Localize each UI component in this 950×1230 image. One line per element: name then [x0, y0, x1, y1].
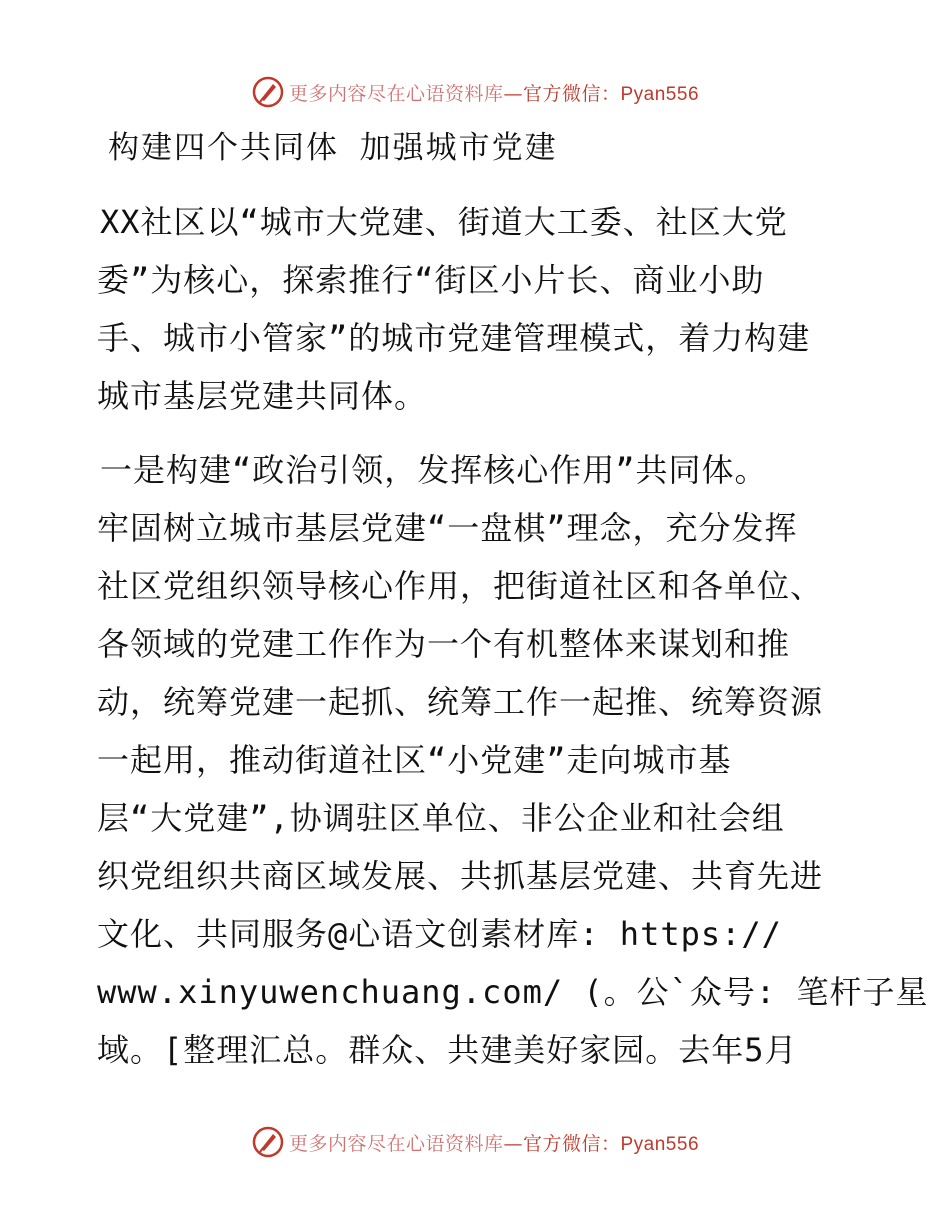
- watermark-wechat-label: 官方微信：: [522, 82, 621, 105]
- text-line: 牢固树立城市基层党建“一盘棋”理念，充分发挥: [97, 509, 798, 547]
- text-line: 域。[整理汇总。群众、共建美好家园。去年5月: [97, 1031, 798, 1069]
- text-line: 织党组织共商区域发展、共抓基层党建、共育先进: [97, 857, 824, 895]
- watermark-banner-bottom: [0, 1122, 950, 1162]
- text-line: www.xinyuwenchuang.com/ (。公`众号: 笔杆子星: [97, 973, 929, 1011]
- text-line: 各领域的党建工作作为一个有机整体来谋划和推: [97, 625, 791, 663]
- text-line: 手、城市小管家”的城市党建管理模式，着力构建: [97, 319, 811, 357]
- watermark-banner-top: [0, 72, 950, 112]
- text-line: 一是构建“政治引领，发挥核心作用”共同体。: [100, 451, 768, 489]
- text-line: 动，统筹党建一起抓、统筹工作一起推、统筹资源: [97, 683, 824, 721]
- watermark-text: [289, 1129, 699, 1156]
- text-line: 城市基层党建共同体。: [97, 377, 428, 415]
- text-line: 文化、共同服务@心语文创素材库: https://: [97, 915, 782, 953]
- text-line: 一起用，推动街道社区“小党建”走向城市基: [97, 741, 732, 779]
- watermark-wechat-id: Pyan556: [620, 83, 700, 105]
- text-line: 委”为核心，探索推行“街区小片长、商业小助: [97, 261, 765, 299]
- quill-logo-icon: [251, 1125, 285, 1159]
- watermark-dash: —: [503, 1132, 523, 1155]
- watermark-text: [289, 79, 699, 106]
- text-line: XX社区以“城市大党建、街道大工委、社区大党: [100, 203, 788, 241]
- text-line: 社区党组织领导核心作用，把街道社区和各单位、: [97, 567, 824, 605]
- watermark-brand: 更多内容尽在心语资料库: [288, 82, 504, 105]
- watermark-brand: 更多内容尽在心语资料库: [288, 1132, 504, 1155]
- watermark-wechat-id: Pyan556: [620, 1133, 700, 1155]
- quill-logo-icon: [251, 75, 285, 109]
- watermark-dash: —: [503, 82, 523, 105]
- watermark-wechat-label: 官方微信：: [522, 1132, 621, 1155]
- document-title: 构建四个共同体 加强城市党建: [108, 130, 558, 166]
- text-line: 层“大党建”,协调驻区单位、非公企业和社会组: [97, 799, 785, 837]
